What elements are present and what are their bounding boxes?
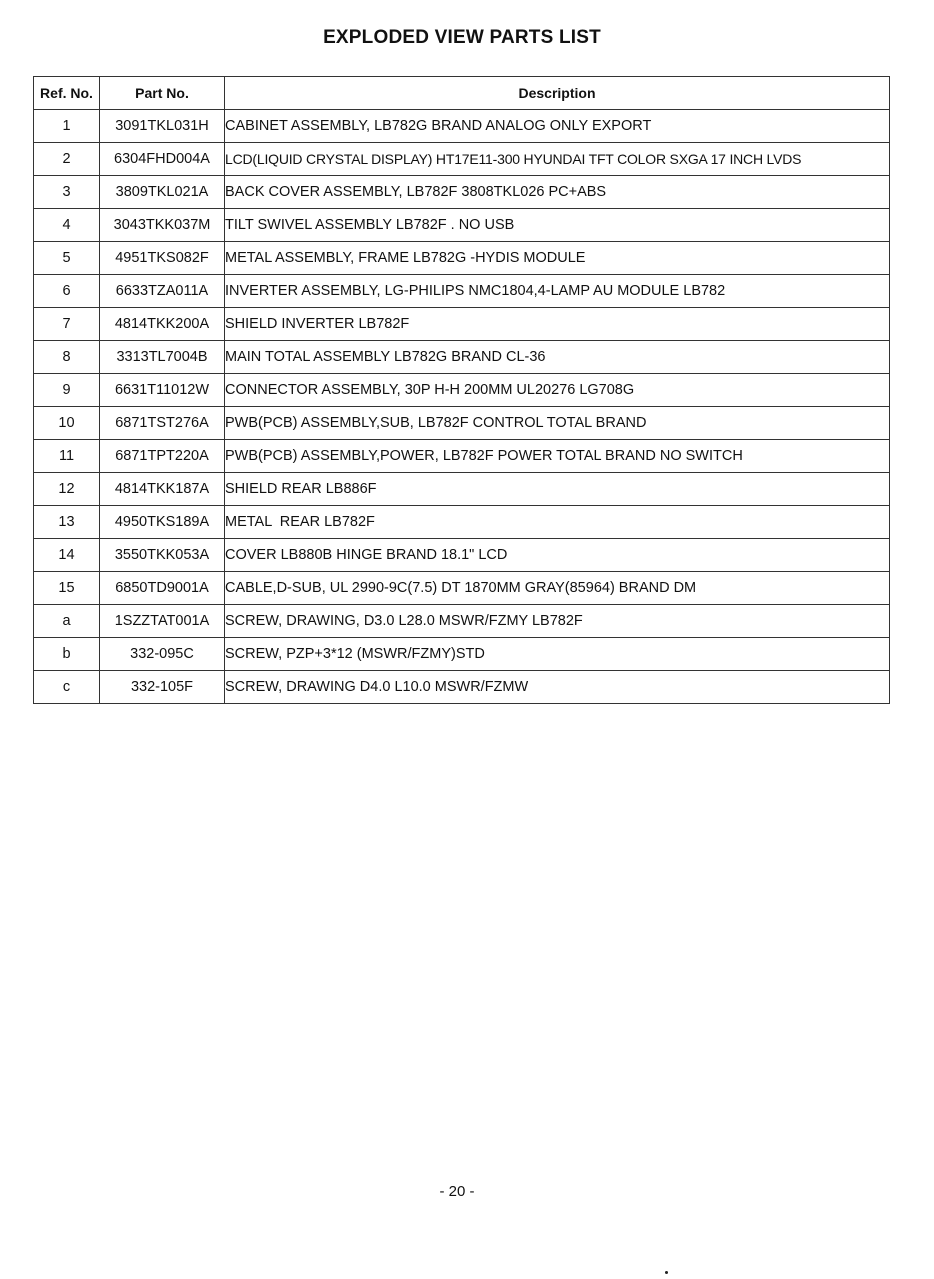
part-no-cell: 332-095C	[100, 638, 225, 671]
description-cell: METAL REAR LB782F	[225, 506, 890, 539]
description-cell: SHIELD REAR LB886F	[225, 473, 890, 506]
description-cell: BACK COVER ASSEMBLY, LB782F 3808TKL026 PC+ABS	[225, 176, 890, 209]
description-cell: SCREW, DRAWING D4.0 L10.0 MSWR/FZMW	[225, 671, 890, 704]
table-row	[34, 572, 890, 605]
ref-no-cell: 3	[34, 176, 100, 209]
part-no-cell: 6304FHD004A	[100, 143, 225, 176]
table-row	[34, 308, 890, 341]
table-row	[34, 374, 890, 407]
ref-no-cell: 2	[34, 143, 100, 176]
ref-no-cell: 15	[34, 572, 100, 605]
part-no-cell: 332-105F	[100, 671, 225, 704]
table-row	[34, 341, 890, 374]
description-cell: MAIN TOTAL ASSEMBLY LB782G BRAND CL-36	[225, 341, 890, 374]
table-row	[34, 143, 890, 176]
page-title: EXPLODED VIEW PARTS LIST	[323, 27, 601, 48]
ref-no-cell: 14	[34, 539, 100, 572]
table-row	[34, 506, 890, 539]
table-row	[34, 407, 890, 440]
header-part-no: Part No.	[100, 77, 225, 110]
table-row	[34, 605, 890, 638]
ref-no-cell: 6	[34, 275, 100, 308]
table-row	[34, 176, 890, 209]
part-no-cell: 3809TKL021A	[100, 176, 225, 209]
description-cell: TILT SWIVEL ASSEMBLY LB782F . NO USB	[225, 209, 890, 242]
part-no-cell: 3043TKK037M	[100, 209, 225, 242]
table-row	[34, 473, 890, 506]
part-no-cell: 6871TST276A	[100, 407, 225, 440]
ref-no-cell: 9	[34, 374, 100, 407]
part-no-cell: 3550TKK053A	[100, 539, 225, 572]
description-cell: SHIELD INVERTER LB782F	[225, 308, 890, 341]
part-no-cell: 1SZZTAT001A	[100, 605, 225, 638]
description-cell: SCREW, DRAWING, D3.0 L28.0 MSWR/FZMY LB782F	[225, 605, 890, 638]
header-description: Description	[225, 77, 890, 110]
ref-no-cell: 10	[34, 407, 100, 440]
description-cell: PWB(PCB) ASSEMBLY,POWER, LB782F POWER TOTAL BRAND NO SWITCH	[225, 440, 890, 473]
description-cell: METAL ASSEMBLY, FRAME LB782G -HYDIS MODULE	[225, 242, 890, 275]
table-row	[34, 242, 890, 275]
ref-no-cell: a	[34, 605, 100, 638]
table-header-row	[34, 77, 890, 110]
parts-table-body	[34, 110, 890, 704]
description-cell: SCREW, PZP+3*12 (MSWR/FZMY)STD	[225, 638, 890, 671]
description-cell: COVER LB880B HINGE BRAND 18.1" LCD	[225, 539, 890, 572]
ref-no-cell: 4	[34, 209, 100, 242]
ref-no-cell: 7	[34, 308, 100, 341]
table-row	[34, 440, 890, 473]
parts-table	[33, 76, 890, 704]
table-row	[34, 671, 890, 704]
description-cell: CABINET ASSEMBLY, LB782G BRAND ANALOG ONLY EXPORT	[225, 110, 890, 143]
part-no-cell: 4814TKK200A	[100, 308, 225, 341]
part-no-cell: 4951TKS082F	[100, 242, 225, 275]
ref-no-cell: 1	[34, 110, 100, 143]
ref-no-cell: 8	[34, 341, 100, 374]
part-no-cell: 4814TKK187A	[100, 473, 225, 506]
table-row	[34, 275, 890, 308]
ref-no-cell: b	[34, 638, 100, 671]
ref-no-cell: c	[34, 671, 100, 704]
ref-no-cell: 11	[34, 440, 100, 473]
header-ref-no: Ref. No.	[34, 77, 100, 110]
ref-no-cell: 13	[34, 506, 100, 539]
part-no-cell: 6871TPT220A	[100, 440, 225, 473]
part-no-cell: 3313TL7004B	[100, 341, 225, 374]
table-row	[34, 539, 890, 572]
part-no-cell: 3091TKL031H	[100, 110, 225, 143]
part-no-cell: 4950TKS189A	[100, 506, 225, 539]
scan-speck	[665, 1271, 668, 1274]
description-cell: INVERTER ASSEMBLY, LG-PHILIPS NMC1804,4-LAMP AU MODULE LB782	[225, 275, 890, 308]
description-cell: CABLE,D-SUB, UL 2990-9C(7.5) DT 1870MM GRAY(85964) BRAND DM	[225, 572, 890, 605]
page-number: - 20 -	[439, 1183, 475, 1200]
part-no-cell: 6631T11012W	[100, 374, 225, 407]
ref-no-cell: 12	[34, 473, 100, 506]
table-row	[34, 209, 890, 242]
description-cell: CONNECTOR ASSEMBLY, 30P H-H 200MM UL20276 LG708G	[225, 374, 890, 407]
part-no-cell: 6850TD9001A	[100, 572, 225, 605]
table-row	[34, 638, 890, 671]
part-no-cell: 6633TZA011A	[100, 275, 225, 308]
description-cell: PWB(PCB) ASSEMBLY,SUB, LB782F CONTROL TOTAL BRAND	[225, 407, 890, 440]
description-cell: LCD(LIQUID CRYSTAL DISPLAY) HT17E11-300 HYUNDAI TFT COLOR SXGA 17 INCH LVDS	[225, 143, 890, 176]
ref-no-cell: 5	[34, 242, 100, 275]
table-row	[34, 110, 890, 143]
